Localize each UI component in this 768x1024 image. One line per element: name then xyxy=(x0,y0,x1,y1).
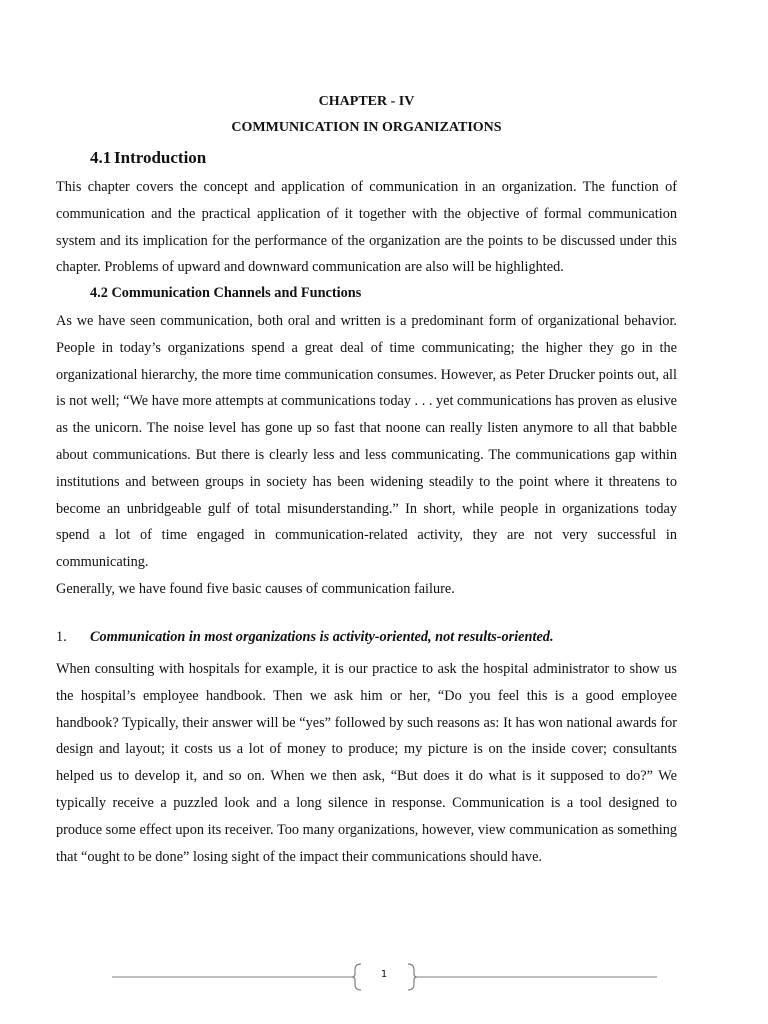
page-number: 1 xyxy=(380,969,388,980)
section-4-1-heading xyxy=(90,148,206,168)
section-4-1-title: Introduction xyxy=(114,148,207,167)
cause-1-heading xyxy=(56,629,554,646)
chapter-number: CHAPTER - IV xyxy=(318,94,415,109)
section-4-1-number: 4.1 xyxy=(90,148,112,167)
page-footer xyxy=(112,962,657,992)
cause-1-title: Communication in most organizations is activity-oriented, not results-oriented. xyxy=(90,629,554,645)
causes-intro-paragraph: Generally, we have found five basic causes of communication failure. xyxy=(56,581,455,597)
cause-1-paragraph: When consulting with hospitals for example, it is our practice to ask the hospital administrator to show us the hospital’s employee handbook. Then we ask him or her, “Do you feel this is a good employee handbook? Typically, their answer will be “yes” followed by such reasons as: It has won national awards for design and layout; it costs us a lot of money to produce; my picture is on the inside cover; consultants helped us to develop it, and so on. When we then ask, “But does it do what is it supposed to do?” We typically receive a puzzled look and a long silence in response. Communication is a tool designed to produce some effect upon its receiver. Too many organizations, however, view communication as something that “ought to be done” losing sight of the impact their communications should have. xyxy=(56,661,677,865)
chapter-title: COMMUNICATION IN ORGANIZATIONS xyxy=(231,120,502,135)
cause-1-number: 1. xyxy=(56,629,67,645)
section-4-2-heading: 4.2 Communication Channels and Functions xyxy=(90,285,362,301)
intro-paragraph: This chapter covers the concept and application of communication in an organization. The function of communication and the practical application of it together with the objective of formal communication system and its implication for the performance of the organization are the points to be discussed under this chapter. Problems of upward and downward communication are also will be highlighted. xyxy=(56,179,677,276)
channels-paragraph: As we have seen communication, both oral and written is a predominant form of organizational behavior. People in today’s organizations spend a great deal of time communicating; the higher they go in the organizational hierarchy, the more time communication consumes. However, as Peter Drucker points out, all is not well; “We have more attempts at communications today . . . yet communications has proven as elusive as the unicorn. The noise level has gone up so fast that noone can really listen anymore to all that babble about communications. But there is clearly less and less communicating. The communications gap within institutions and between groups in society has been widening steadily to the point where it threatens to become an unbridgeable gulf of total misunderstanding.” In short, while people in organizations today spend a lot of time engaged in communication-related activity, they are not very successful in communicating. xyxy=(56,313,678,571)
